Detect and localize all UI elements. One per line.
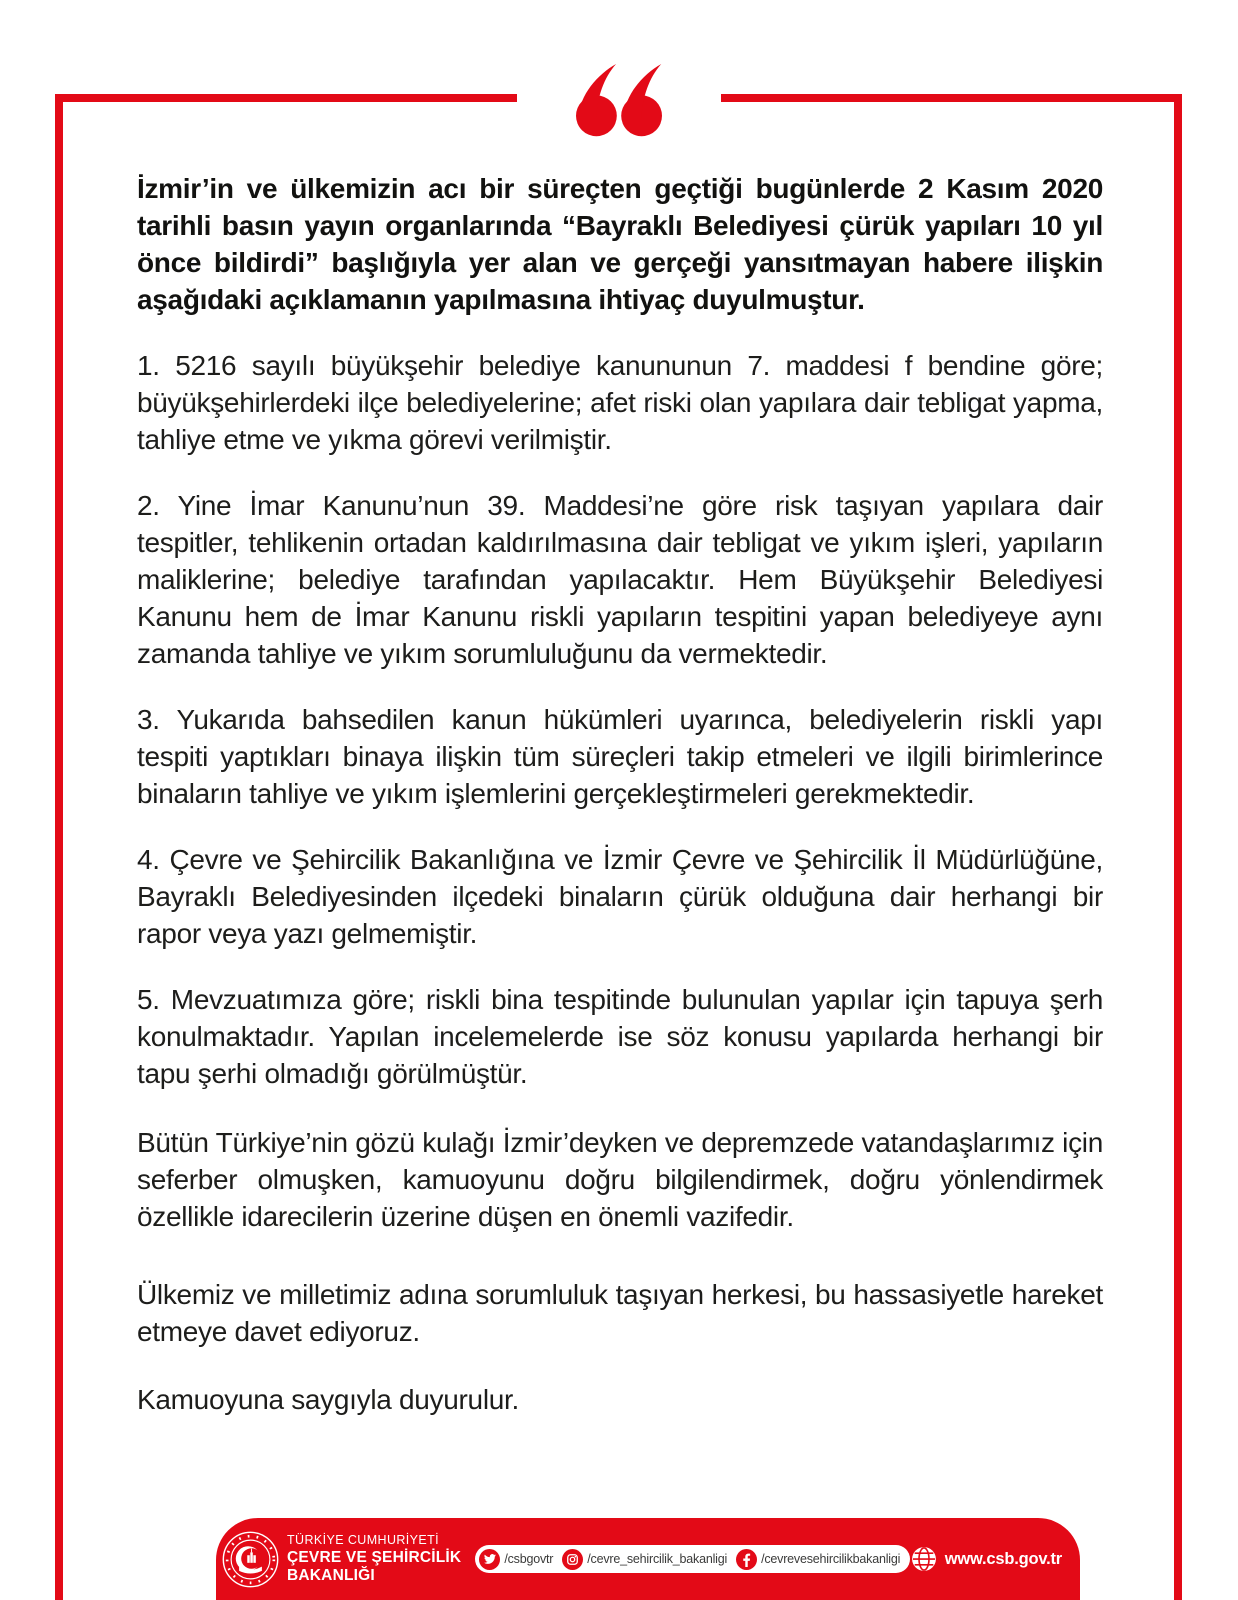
instagram-handle: /cevre_sehircilik_bakanligi — [587, 1552, 728, 1566]
quote-icon — [576, 64, 662, 138]
numbered-item-4: 4. Çevre ve Şehircilik Bakanlığına ve İzmir Çevre ve Şehircilik İl Müdürlüğüne, Bayraklı Belediyesinden ilçedeki binaların çürük olduğuna dair herhangi bir rapor veya yazı gelmemiştir. — [137, 844, 1103, 949]
social-instagram — [562, 1549, 727, 1570]
numbered-item-1: 1. 5216 sayılı büyükşehir belediye kanununun 7. maddesi f bendine göre; büyükşehirlerdeki ilçe belediyelerine; afet riski olan yapılara dair tebligat yapma, tahliye etme ve yıkma görevi verilmiştir. — [137, 350, 1103, 455]
ministry-name-line1: TÜRKİYE CUMHURİYETİ — [287, 1533, 440, 1548]
social-twitter — [479, 1549, 553, 1570]
instagram-icon — [562, 1549, 583, 1570]
twitter-handle: /csbgovtr — [504, 1552, 554, 1566]
ministry-name-line3: BAKANLIĞI — [287, 1567, 375, 1585]
frame-border-left — [55, 94, 63, 1600]
closing-paragraph-3: Kamuoyuna saygıyla duyurulur. — [137, 1384, 519, 1415]
frame-border-top-left — [55, 94, 517, 102]
closing-paragraph-1: Bütün Türkiye’nin gözü kulağı İzmir’deyken ve depremzede vatandaşlarımız için seferber olmuşken, kamuoyunu doğru bilgilendirmek, doğru yönlendirmek özellikle idarecilerin üzerine düşen en önemli vazifedir. — [137, 1127, 1103, 1232]
globe-icon — [911, 1546, 937, 1572]
closing-paragraph-2: Ülkemiz ve milletimiz adına sorumluluk taşıyan herkesi, bu hassasiyetle hareket etmeye davet ediyoruz. — [137, 1279, 1103, 1347]
facebook-icon — [736, 1549, 757, 1570]
social-facebook — [736, 1549, 900, 1570]
frame-border-right — [1174, 94, 1182, 1600]
facebook-handle: /cevrevesehircilikbakanligi — [761, 1552, 901, 1566]
intro-paragraph: İzmir’in ve ülkemizin acı bir süreçten geçtiği bugünlerde 2 Kasım 2020 tarihli basın yayın organlarında “Bayraklı Belediyesi çürük yapıları 10 yıl önce bildirdi” başlığıyla yer alan ve gerçeği yansıtmayan habere ilişkin aşağıdaki açıklamanın yapılmasına ihtiyaç duyulmuştur. — [137, 173, 1103, 315]
website-group — [911, 1546, 1062, 1572]
numbered-item-5: 5. Mevzuatımıza göre; riskli bina tespitinde bulunulan yapılar için tapuya şerh konulmaktadır. Yapılan incelemelerde ise söz konusu yapılarda herhangi bir tapu şerhi olmadığı görülmüştür. — [137, 984, 1103, 1089]
ministry-name — [287, 1534, 461, 1584]
social-media-pill — [475, 1545, 910, 1573]
numbered-item-3: 3. Yukarıda bahsedilen kanun hükümleri uyarınca, belediyelerin riskli yapı tespiti yaptıkları binaya ilişkin tüm süreçleri takip etmeleri ve ilgili birimlerince binaların tahliye ve yıkım işlemlerini gerçekleştirmeleri gerekmektedir. — [137, 704, 1103, 809]
website-url: www.csb.gov.tr — [944, 1549, 1062, 1568]
ministry-name-line2: ÇEVRE VE ŞEHİRCİLİK — [287, 1548, 462, 1566]
footer-bar — [216, 1518, 1080, 1600]
numbered-item-2: 2. Yine İmar Kanunu’nun 39. Maddesi’ne göre risk taşıyan yapılara dair tespitler, tehlikenin ortadan kaldırılmasına dair tebligat ve yıkım işleri, yapıların maliklerine; belediye tarafından yapılacaktır. Hem Büyükşehir Belediyesi Kanunu hem de İmar Kanunu riskli yapıların tespitini yapan belediyeye aynı zamanda tahliye ve yıkım sorumluluğunu da vermektedir. — [137, 490, 1103, 669]
frame-border-top-right — [721, 94, 1182, 102]
press-release-body — [137, 170, 1103, 1447]
twitter-icon — [479, 1549, 500, 1570]
ministry-emblem-logo — [222, 1531, 279, 1588]
